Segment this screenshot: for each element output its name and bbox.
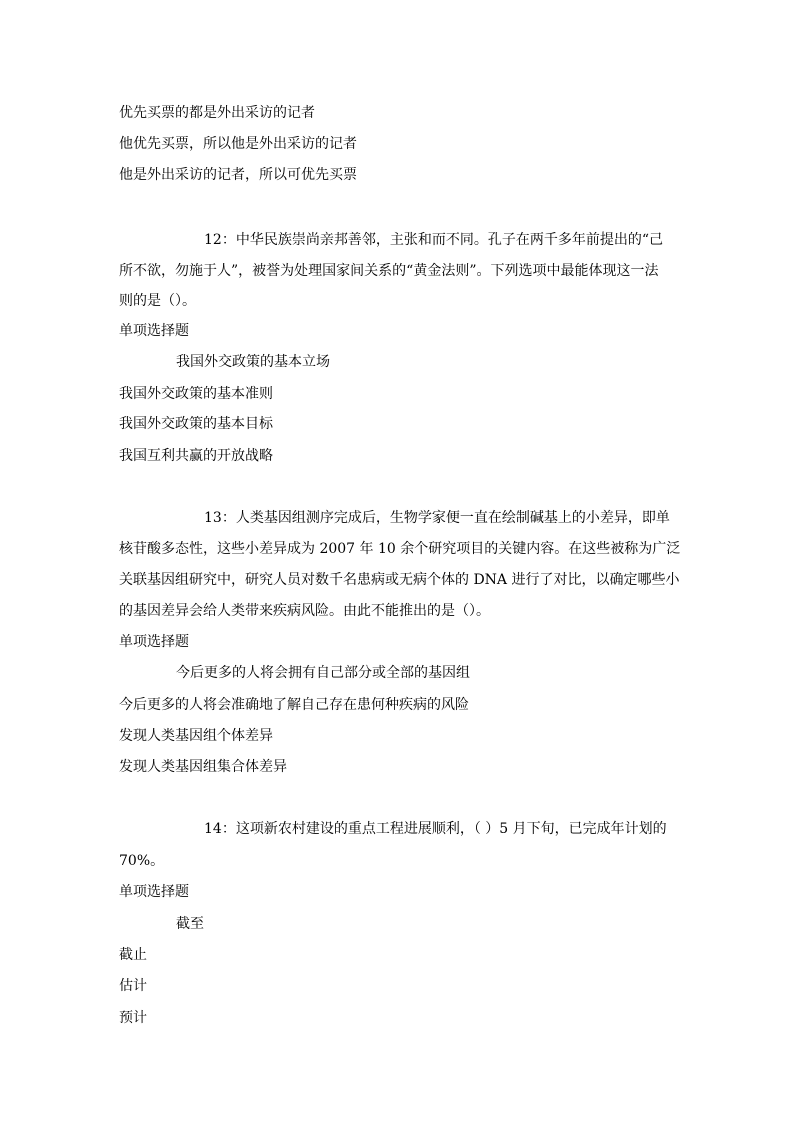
q12-stem-line-3: 则的是（）。 bbox=[119, 293, 196, 309]
q13-option-a: 今后更多的人将会拥有自己部分或全部的基因组 bbox=[176, 665, 470, 681]
q14-option-b: 截止 bbox=[119, 947, 147, 963]
q13-option-c: 发现人类基因组个体差异 bbox=[119, 728, 273, 744]
q13-option-b: 今后更多的人将会准确地了解自己存在患何种疾病的风险 bbox=[119, 697, 469, 713]
q12-option-b: 我国外交政策的基本准则 bbox=[119, 386, 273, 402]
q12-stem-line-1: 12：中华民族崇尚亲邦善邻，主张和而不同。孔子在两千多年前提出的“己 bbox=[204, 232, 663, 248]
q14-option-d: 预计 bbox=[119, 1010, 147, 1026]
q14-stem-line-1: 14：这项新农村建设的重点工程进展顺利，（ ）5 月下旬，已完成年计划的 bbox=[204, 821, 667, 837]
q12-option-c: 我国外交政策的基本目标 bbox=[119, 416, 273, 432]
q14-option-c: 估计 bbox=[119, 978, 147, 994]
q12-option-d: 我国互利共赢的开放战略 bbox=[119, 448, 273, 464]
q13-stem-line-2: 核苷酸多态性，这些小差异成为 2007 年 10 余个研究项目的关键内容。在这些被称为广泛 bbox=[119, 541, 681, 557]
q14-type-label: 单项选择题 bbox=[119, 884, 189, 900]
q13-type-label: 单项选择题 bbox=[119, 634, 189, 650]
q13-option-d: 发现人类基因组集合体差异 bbox=[119, 759, 287, 775]
q14-stem-line-2: 70%。 bbox=[119, 853, 165, 869]
q12-option-a: 我国外交政策的基本立场 bbox=[176, 354, 330, 370]
q13-stem-line-3: 关联基因组研究中，研究人员对数千名患病或无病个体的 DNA 进行了对比，以确定哪些小 bbox=[119, 572, 680, 588]
q11-option-b: 优先买票的都是外出采访的记者 bbox=[119, 105, 315, 121]
q13-stem-line-4: 的基因差异会给人类带来疾病风险。由此不能推出的是（）。 bbox=[119, 603, 490, 619]
q12-stem-line-2: 所不欲，勿施于人”，被誉为处理国家间关系的“黄金法则”。下列选项中最能体现这一法 bbox=[119, 263, 659, 279]
q13-stem-line-1: 13：人类基因组测序完成后，生物学家便一直在绘制碱基上的小差异，即单 bbox=[204, 510, 670, 526]
q12-type-label: 单项选择题 bbox=[119, 323, 189, 339]
q14-option-a: 截至 bbox=[176, 916, 204, 932]
q11-option-c: 他优先买票，所以他是外出采访的记者 bbox=[119, 136, 357, 152]
q11-option-d: 他是外出采访的记者，所以可优先买票 bbox=[119, 167, 357, 183]
